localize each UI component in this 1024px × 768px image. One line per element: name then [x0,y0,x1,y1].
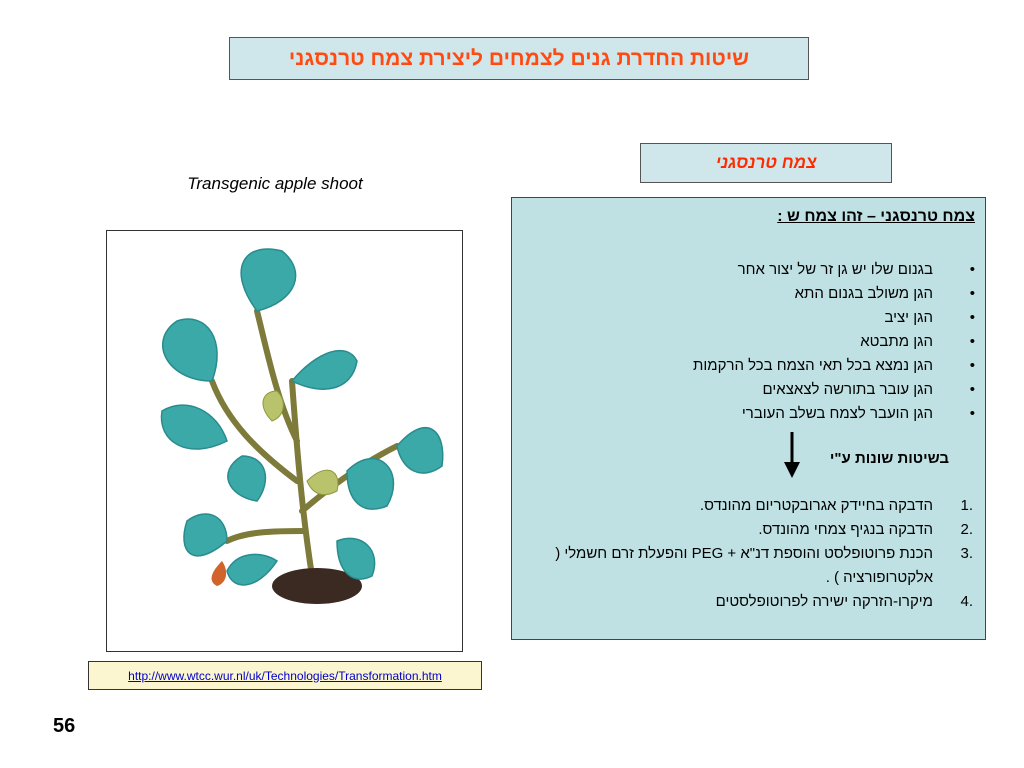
property-list [693,258,975,426]
list-item: • בגנום שלו יש גן זר של יצור אחר [693,258,975,282]
slide-title: שיטות החדרת גנים לצמחים ליצירת צמח טרנסגני [288,46,750,70]
list-item: • הגן הועבר לצמח בשלב העוברי [693,402,975,426]
method-number: 2. [960,521,973,538]
method-item [520,518,975,542]
plant-photo [106,230,463,652]
subtitle: צמח טרנסגני [715,153,817,172]
method-item [520,590,975,614]
subtitle-box [640,143,892,183]
method-text: הדבקה בנגיף צמחי מהונדס. [758,521,933,538]
method-item [520,494,975,518]
method-number: 4. [960,593,973,610]
list-item: • הגן נמצא בכל תאי הצמח בכל הרקמות [693,354,975,378]
source-link-box [88,661,482,690]
definition-panel [511,197,986,640]
apple-shoot-image [107,231,462,651]
slide-title-box [229,37,809,80]
list-item: • הגן מתבטא [693,330,975,354]
down-arrow-icon [782,430,802,480]
method-text: מיקרו-הזרקה ישירה לפרוטופלסטים [715,593,933,610]
methods-label: בשיטות שונות ע"י [829,450,949,467]
method-number: 1. [960,497,973,514]
photo-caption: Transgenic apple shoot [187,174,363,193]
list-item: • הגן יציב [693,306,975,330]
list-item: • הגן משולב בגנום התא [693,282,975,306]
method-item [520,542,975,590]
page-number: 56 [53,715,76,737]
method-number: 3. [960,545,973,562]
list-item: • הגן עובר בתורשה לצאצאים [693,378,975,402]
method-text: הכנת פרוטופלסט והוספת דנ"א + PEG והפעלת זרם חשמלי ( אלקטרופורציה ) . [555,545,933,586]
method-text: הדבקה בחיידק אגרובקטריום מהונדס. [699,497,933,514]
panel-heading: צמח טרנסגני – זהו צמח ש : [777,208,975,225]
source-link[interactable]: http://www.wtcc.wur.nl/uk/Technologies/Transformation.htm [128,668,442,683]
methods-list [520,494,975,614]
